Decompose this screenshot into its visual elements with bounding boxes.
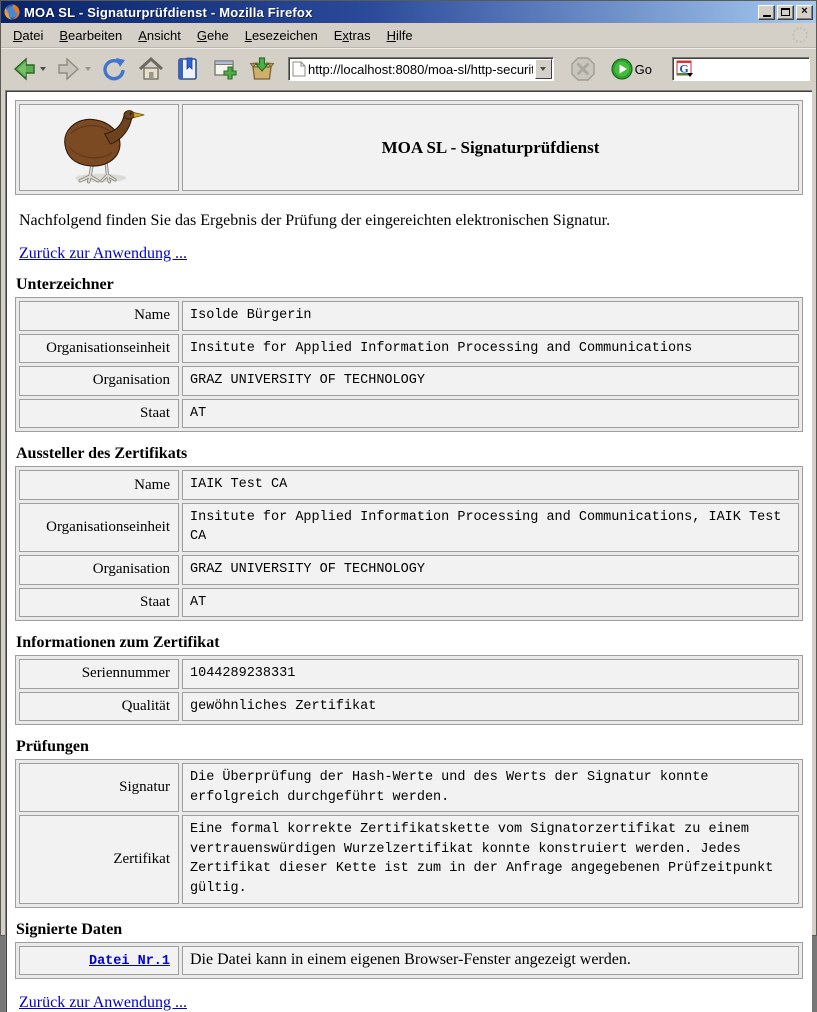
search-bar[interactable]: [672, 57, 810, 81]
window-title: MOA SL - Signaturprüfdienst - Mozilla Firefox: [24, 4, 313, 20]
page-content: [5, 90, 812, 1012]
maximize-icon: [781, 8, 790, 16]
url-dropdown-button[interactable]: [535, 59, 552, 79]
table-row: Organisationseinheit Insitute for Applied Information Processing and Communications, IAIK Test CA: [19, 503, 799, 552]
firefox-icon: [4, 4, 20, 20]
pruefungen-table: [15, 759, 803, 907]
menu-item-extras[interactable]: Extras: [333, 27, 371, 43]
stop-icon: [570, 56, 596, 82]
forward-icon: [55, 55, 83, 83]
table-row: Datei Nr.1 Die Datei kann in einem eigenen Browser-Fenster angezeigt werden.: [19, 946, 799, 975]
unterzeichner-table: [15, 297, 803, 432]
navigation-toolbar: [1, 48, 816, 89]
back-button[interactable]: [7, 52, 49, 86]
aussteller-table: [15, 466, 803, 621]
go-button-label: Go: [634, 61, 652, 77]
reload-button[interactable]: [97, 52, 131, 86]
downloads-box-icon: [248, 55, 276, 83]
section-heading-aussteller: Aussteller des Zertifikats: [16, 445, 188, 463]
table-row: Organisation GRAZ UNIVERSITY OF TECHNOLOGY: [19, 555, 799, 585]
url-input[interactable]: [306, 62, 535, 77]
new-window-icon: [211, 55, 239, 83]
bookmarks-book-icon: [174, 55, 202, 83]
page-title: MOA SL - Signaturprüfdienst: [182, 104, 799, 191]
section-heading-unterzeichner: Unterzeichner: [16, 276, 114, 293]
signierte-daten-table: [15, 942, 803, 979]
minimize-icon: [763, 15, 771, 17]
throbber-icon: [792, 27, 808, 43]
moa-bird-logo: [33, 105, 165, 185]
forward-dropdown-icon: [85, 67, 91, 71]
close-button[interactable]: [796, 5, 813, 20]
bookmarks-button[interactable]: [171, 52, 205, 86]
page-header-table: [15, 100, 803, 195]
home-button[interactable]: [134, 52, 168, 86]
menu-item-datei[interactable]: Datei: [13, 27, 44, 43]
back-to-application-link-bottom[interactable]: Zurück zur Anwendung ...: [19, 993, 187, 1011]
menu-item-ansicht[interactable]: Ansicht: [138, 27, 181, 43]
back-icon: [10, 55, 38, 83]
home-icon: [137, 55, 165, 83]
table-row: Staat AT: [19, 399, 799, 429]
table-row: Seriennummer 1044289238331: [19, 659, 799, 689]
datei-nr1-link[interactable]: Datei Nr.1: [88, 953, 170, 969]
menu-item-lesezeichen[interactable]: Lesezeichen: [244, 27, 318, 43]
search-input[interactable]: [694, 62, 809, 77]
back-dropdown-icon[interactable]: [40, 67, 46, 71]
back-to-application-link-top[interactable]: Zurück zur Anwendung ...: [19, 245, 187, 262]
maximize-button[interactable]: [777, 5, 794, 20]
table-row: Name IAIK Test CA: [19, 470, 799, 500]
svg-text:G: G: [679, 61, 689, 76]
url-bar[interactable]: [288, 57, 554, 81]
google-search-icon[interactable]: [676, 60, 694, 78]
menu-item-gehe[interactable]: Gehe: [196, 27, 229, 43]
go-button[interactable]: [608, 55, 659, 83]
table-row: Organisationseinheit Insitute for Applied Information Processing and Communications: [19, 334, 799, 364]
close-icon: ×: [801, 5, 808, 17]
table-row: Qualität gewöhnliches Zertifikat: [19, 692, 799, 722]
zertifikat-info-table: [15, 655, 803, 725]
downloads-button[interactable]: [245, 52, 279, 86]
table-row: Organisation GRAZ UNIVERSITY OF TECHNOLOGY: [19, 366, 799, 396]
menu-bar: [1, 23, 816, 48]
section-heading-signierte-daten: Signierte Daten: [16, 920, 123, 938]
table-row: Name Isolde Bürgerin: [19, 301, 799, 331]
section-heading-zertifikat-info: Informationen zum Zertifikat: [16, 634, 220, 652]
table-row: Staat AT: [19, 588, 799, 618]
forward-button[interactable]: [52, 52, 94, 86]
titlebar[interactable]: [1, 1, 816, 23]
reload-icon: [100, 55, 128, 83]
new-window-button[interactable]: [208, 52, 242, 86]
stop-button: [567, 53, 599, 85]
menu-item-bearbeiten[interactable]: Bearbeiten: [59, 27, 123, 43]
table-row: Signatur Die Überprüfung der Hash-Werte und des Werts der Signatur konnte erfolgreich durchgeführt werden.: [19, 763, 799, 812]
section-heading-pruefungen: Prüfungen: [16, 738, 89, 756]
menu-item-hilfe[interactable]: Hilfe: [386, 27, 413, 43]
table-row: Zertifikat Eine formal korrekte Zertifikatskette vom Signatorzertifikat zu einem vertrauenswürdigen Wurzelzertifikat konnte konstruiert werden. Jedes Zertifikat dieser Kette ist zum in der Anfrage angegebenen Prüfzeitpunkt gültig.: [19, 815, 799, 903]
intro-text: Nachfolgend finden Sie das Ergebnis der Prüfung der eingereichten elektronischen Signatur.: [19, 212, 611, 229]
chevron-down-icon: [540, 67, 546, 71]
logo-cell: [19, 104, 179, 191]
minimize-button[interactable]: [758, 5, 775, 20]
page-icon: [292, 61, 306, 77]
go-icon: [611, 58, 633, 80]
